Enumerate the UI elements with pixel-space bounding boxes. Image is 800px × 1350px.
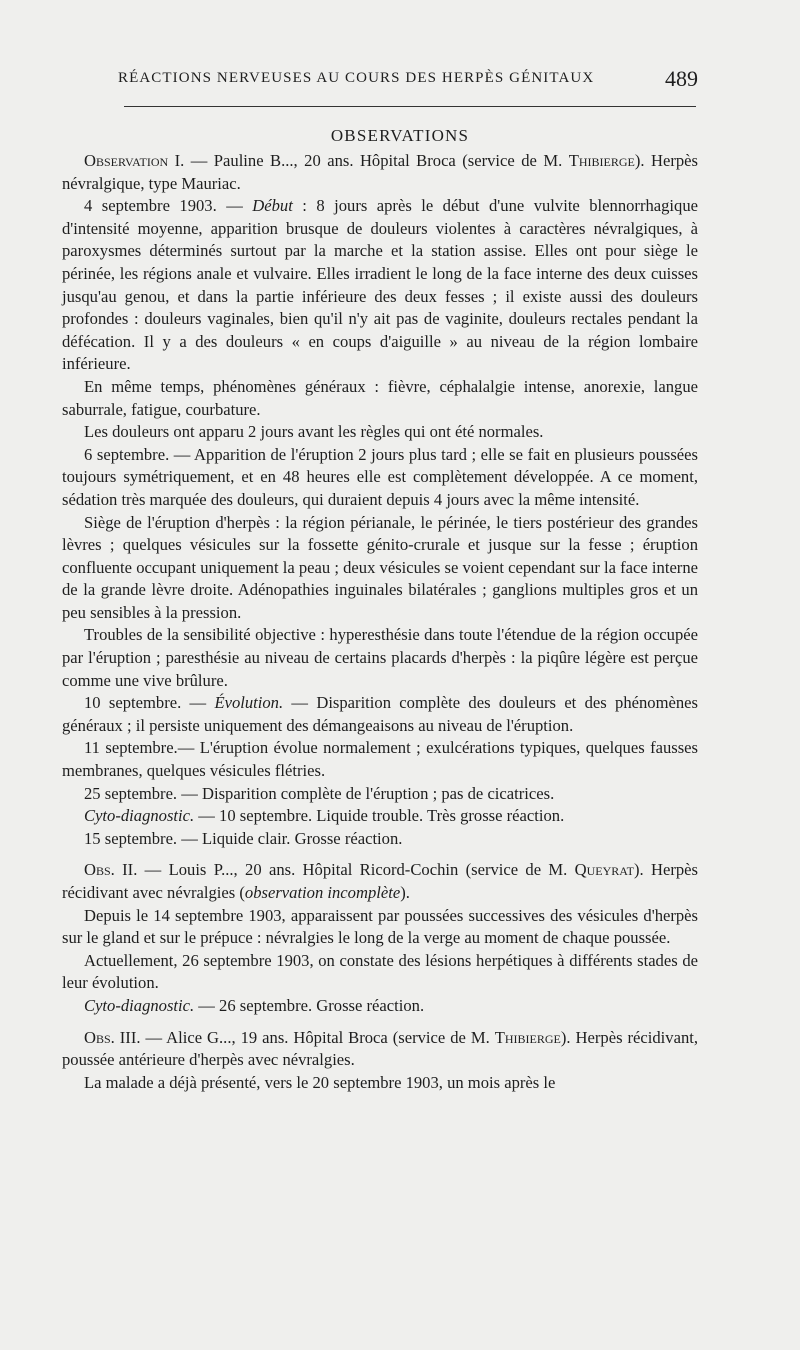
running-header — [62, 68, 698, 94]
running-header-title: RÉACTIONS NERVEUSES AU COURS DES HERPÈS GÉNITAUX — [118, 70, 595, 86]
paragraph: Depuis le 14 septembre 1903, apparaissent par poussées successives des vésicules d'herpès sur le gland et sur le prépuce : névralgies le long de la verge au moment de chaque poussée. — [62, 905, 698, 948]
paragraph: 10 septembre. — Évolution. — Disparition complète des douleurs et des phénomènes généraux ; il persiste uniquement des démangeaisons au niveau de l'éruption. — [62, 693, 698, 735]
observation-label: Observation I. — [84, 151, 185, 170]
observation-label: Obs. II. — [84, 860, 138, 880]
section-title: OBSERVATIONS — [330, 126, 470, 145]
paragraph: La malade a déjà présenté, vers le 20 septembre 1903, un mois après le — [84, 1072, 556, 1092]
paragraph: Cyto-diagnostic. — 10 septembre. Liquide trouble. Très grosse réaction. — [84, 806, 565, 826]
body-text — [62, 150, 698, 1094]
paragraph: 15 septembre. — Liquide clair. Grosse réaction. — [84, 828, 403, 848]
doctor-name: Queyrat — [574, 860, 634, 880]
paragraph: Les douleurs ont apparu 2 jours avant les règles qui ont été normales. — [84, 422, 544, 442]
paragraph: Siège de l'éruption d'herpès : la région périanale, le périnée, le tiers postérieur des grandes lèvres ; quelques vésicules sur la fossette génito-crurale et jusque sur la fesse ; éruption confluente occupant uniquement la peau ; deux vésicules se voient cependant sur la face interne de la grande lèvre droite. Adénopathies inguinales bilatérales ; ganglions multiples gros et un peu sensibles à la pression. — [62, 512, 698, 622]
observation-3-heading: Obs. III. — Alice G..., 19 ans. Hôpital Broca (service de M. Thibierge). Herpès récidivant, poussée antérieure d'herpès avec névralgies. — [62, 1027, 698, 1070]
header-rule — [124, 106, 696, 107]
doctor-name: Thibierge — [494, 1027, 561, 1047]
observation-2-heading: Obs. II. — Louis P..., 20 ans. Hôpital Ricord-Cochin (service de M. Queyrat). Herpès récidivant avec névralgies (observation incomplète). — [62, 860, 698, 902]
page-number: 489 — [665, 66, 698, 91]
italic-label: Cyto-diagnostic. — [84, 995, 195, 1015]
observation-1-heading: Observation I. — Pauline B..., 20 ans. Hôpital Broca (service de M. Thibierge). Herpès névralgique, type Mauriac. — [62, 151, 698, 193]
doctor-name: Thibierge — [568, 151, 635, 170]
paragraph: Actuellement, 26 septembre 1903, on constate des lésions herpétiques à différents stades de leur évolution. — [62, 950, 698, 993]
italic-label: Cyto-diagnostic. — [84, 806, 195, 826]
paragraph: 4 septembre 1903. — Début : 8 jours après le début d'une vulvite blennorrhagique d'intensité moyenne, apparition brusque de douleurs violentes à caractères névralgiques, à paroxysmes déterminés surtout par la marche et la station assise. Elles ont pour siège le périnée, les régions anale et vulvaire. Elles irradient le long de la face interne des deux cuisses jusqu'au genou, et dans la partie inférieure des deux fesses ; il existe aussi des douleurs profondes : douleurs vaginales, bien qu'il n'y ait pas de vaginite, douleurs rectales pendant la défécation. Il y a des douleurs « en coups d'aiguille » au niveau de la région lombaire inférieure. — [62, 196, 698, 374]
paragraph: 6 septembre. — Apparition de l'éruption 2 jours plus tard ; elle se fait en plusieurs poussées toujours symétriquement, et en 48 heures elle est complètement développée. A ce moment, sédation très marquée des douleurs, qui duraient depuis 4 jours avec la même intensité. — [62, 444, 698, 509]
italic-label: Début — [252, 196, 293, 216]
observation-label: Obs. III. — [84, 1027, 141, 1047]
paragraph: Troubles de la sensibilité objective : hyperesthésie dans toute l'étendue de la région occupée par l'éruption ; paresthésie au niveau de certains placards d'herpès : la piqûre légère est perçue comme une vive brûlure. — [62, 625, 698, 690]
paragraph: 25 septembre. — Disparition complète de l'éruption ; pas de cicatrices. — [84, 783, 555, 803]
paragraph: 11 septembre.— L'éruption évolue normalement ; exulcérations typiques, quelques fausses membranes, quelques vésicules flétries. — [62, 738, 698, 781]
paragraph: En même temps, phénomènes généraux : fièvre, céphalalgie intense, anorexie, langue saburrale, fatigue, courbature. — [62, 376, 698, 419]
italic-label: Évolution. — [214, 693, 284, 713]
paragraph: Cyto-diagnostic. — 26 septembre. Grosse réaction. — [84, 995, 425, 1015]
